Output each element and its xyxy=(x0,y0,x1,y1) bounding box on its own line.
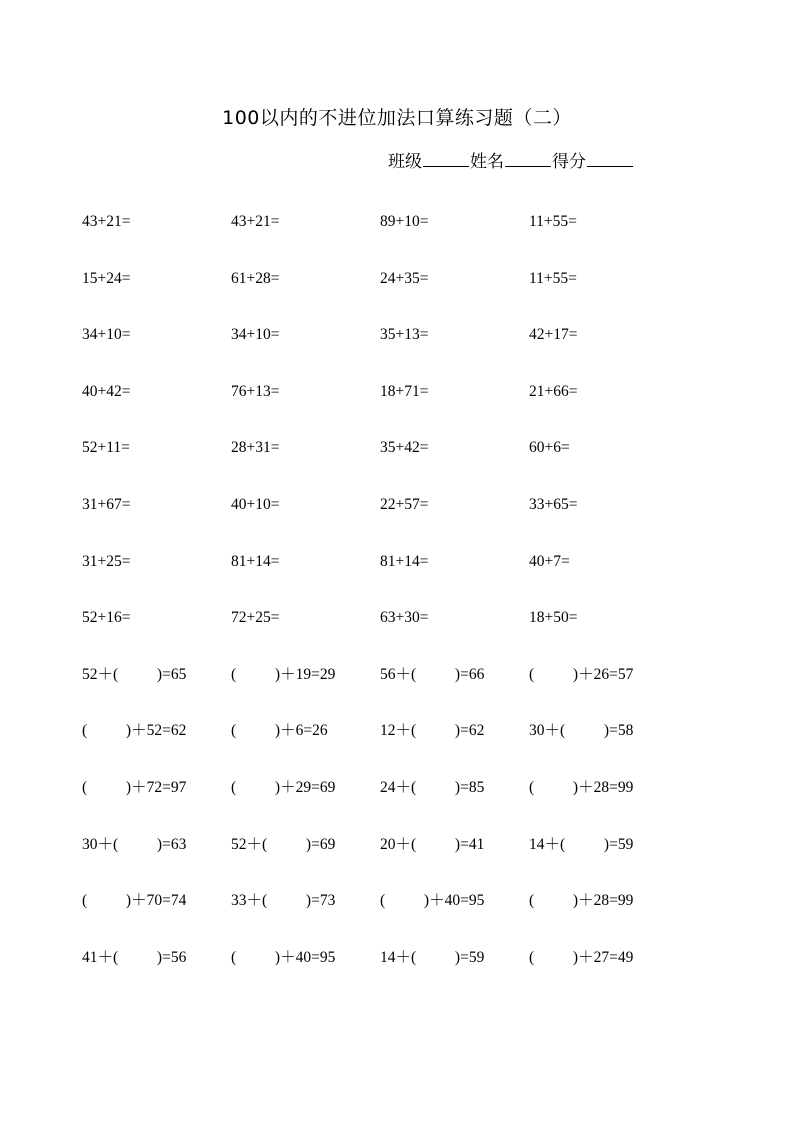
exercise-problem: 43+21= xyxy=(231,213,280,230)
exercise-problem: 24+35= xyxy=(380,269,429,287)
exercise-problem: 81+14= xyxy=(380,552,429,570)
exercise-problem: ( )＋28=99 xyxy=(529,779,634,796)
class-label: 班级 xyxy=(388,152,422,172)
exercise-row xyxy=(0,210,794,234)
exercise-problem: 35+13= xyxy=(380,326,429,344)
exercise-problem: 28+31= xyxy=(231,439,280,457)
exercise-problem: 35+42= xyxy=(380,439,429,457)
exercise-problem: 41＋( )=56 xyxy=(82,948,187,966)
exercise-row xyxy=(0,946,794,970)
exercise-row xyxy=(0,436,794,460)
exercise-problem: 33＋( )=73 xyxy=(231,892,336,910)
exercise-problem: 52＋( )=69 xyxy=(231,835,336,853)
exercise-problem: 21+66= xyxy=(529,382,578,400)
exercise-problem: 43+21= xyxy=(82,213,131,230)
exercise-problem: 12＋( )=62 xyxy=(380,722,485,740)
exercise-problem: 76+13= xyxy=(231,382,280,400)
exercise-row xyxy=(0,719,794,743)
exercise-row xyxy=(0,776,794,800)
exercise-problem: 11+55= xyxy=(529,269,577,287)
page-title: 100以内的不进位加法口算练习题（二） xyxy=(222,107,572,129)
exercise-problem: ( )＋40=95 xyxy=(380,892,485,910)
score-label: 得分 xyxy=(552,152,586,172)
exercise-row xyxy=(0,889,794,913)
exercise-problem: ( )＋28=99 xyxy=(529,892,634,910)
exercise-problem: 40+42= xyxy=(82,382,131,400)
exercise-problem: 52+16= xyxy=(82,609,131,627)
exercise-problem: 30＋( )=58 xyxy=(529,722,634,740)
exercise-problem: ( )＋19=29 xyxy=(231,665,336,683)
exercise-problem: 34+10= xyxy=(231,326,280,344)
exercise-problem: 61+28= xyxy=(231,269,280,287)
exercise-problem: ( )＋29=69 xyxy=(231,779,336,796)
exercise-problem: 31+25= xyxy=(82,552,131,570)
exercise-problem: 56＋( )=66 xyxy=(380,665,485,683)
exercise-problem: ( )＋52=62 xyxy=(82,722,187,740)
exercise-row xyxy=(0,493,794,517)
exercise-problem: 60+6= xyxy=(529,439,570,457)
exercise-problem: ( )＋70=74 xyxy=(82,892,187,910)
exercise-problem: 31+67= xyxy=(82,496,131,513)
exercise-row xyxy=(0,663,794,687)
exercise-problem: 63+30= xyxy=(380,609,429,627)
exercise-problem: 40+7= xyxy=(529,552,570,570)
exercise-problem: 18+50= xyxy=(529,609,578,627)
exercise-problem: 18+71= xyxy=(380,382,429,400)
exercise-problem: ( )＋40=95 xyxy=(231,948,336,966)
exercise-problem: 81+14= xyxy=(231,552,280,570)
name-label: 姓名 xyxy=(470,152,504,172)
exercise-problem: 20＋( )=41 xyxy=(380,835,485,853)
exercise-problem: 30＋( )=63 xyxy=(82,835,187,853)
exercise-problem: 22+57= xyxy=(380,496,429,513)
exercise-row xyxy=(0,380,794,404)
exercise-problem: 52＋( )=65 xyxy=(82,665,187,683)
exercise-problem: 14＋( )=59 xyxy=(529,835,634,853)
exercise-row xyxy=(0,606,794,630)
exercise-problem: 72+25= xyxy=(231,609,280,627)
exercise-row xyxy=(0,550,794,574)
exercise-problem: ( )＋27=49 xyxy=(529,948,634,966)
exercise-problem: 34+10= xyxy=(82,326,131,344)
exercise-problem: 40+10= xyxy=(231,496,280,513)
exercise-problem: 14＋( )=59 xyxy=(380,948,485,966)
exercise-problem: ( )＋72=97 xyxy=(82,779,187,796)
exercise-problem: 33+65= xyxy=(529,496,578,513)
exercise-problem: 89+10= xyxy=(380,213,429,230)
exercise-row xyxy=(0,267,794,291)
exercise-problem: 15+24= xyxy=(82,269,131,287)
exercise-problem: 24＋( )=85 xyxy=(380,779,485,796)
exercise-problem: 11+55= xyxy=(529,213,577,230)
exercise-row xyxy=(0,323,794,347)
exercise-row xyxy=(0,833,794,857)
exercise-problem: ( )＋6=26 xyxy=(231,722,328,740)
exercise-problem: 42+17= xyxy=(529,326,578,344)
exercise-problem: ( )＋26=57 xyxy=(529,665,634,683)
exercise-problem: 52+11= xyxy=(82,439,130,457)
